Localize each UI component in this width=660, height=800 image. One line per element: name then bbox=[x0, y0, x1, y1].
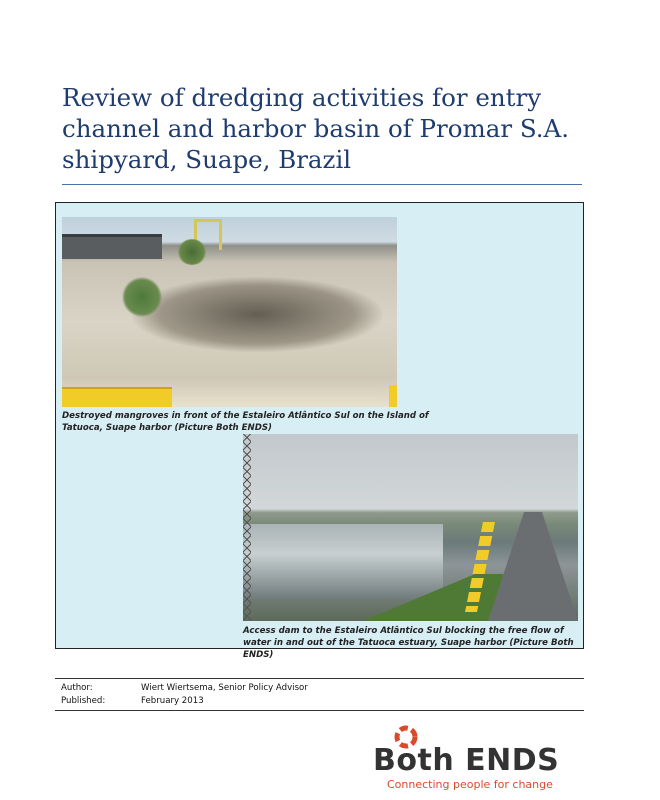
mangrove-shape bbox=[122, 277, 162, 317]
document-metadata bbox=[55, 678, 584, 711]
mangrove-photo bbox=[62, 217, 397, 407]
photo-caption-2: Access dam to the Estaleiro Atlântico Sul blocking the free flow of water in and out of the Tatuoca estuary, Suape harbor (Picture Both ENDS) bbox=[243, 626, 574, 660]
bush-shape bbox=[177, 239, 207, 265]
published-value: February 2013 bbox=[141, 696, 204, 706]
yellow-barrier-shape bbox=[62, 387, 172, 407]
author-label: Author: bbox=[61, 683, 93, 693]
debris-shape bbox=[132, 277, 382, 352]
logo-tagline: Connecting people for change bbox=[387, 778, 553, 791]
yellow-barrier-shape-right bbox=[389, 385, 397, 407]
published-label: Published: bbox=[61, 696, 106, 706]
both-ends-logo bbox=[373, 724, 593, 794]
photo-panel bbox=[55, 202, 584, 660]
author-row bbox=[61, 682, 584, 695]
logo-wordmark: Both ENDS bbox=[373, 743, 560, 778]
road-shape bbox=[488, 512, 578, 621]
fence-shape bbox=[243, 434, 251, 621]
ship-shape bbox=[62, 234, 162, 259]
water-shape bbox=[243, 524, 443, 599]
document-title: Review of dredging activities for entry channel and harbor basin of Promar S.A. shipyard, Suape, Brazil bbox=[62, 83, 570, 174]
author-value: Wiert Wiertsema, Senior Policy Advisor bbox=[141, 683, 308, 693]
photo-caption-1: Destroyed mangroves in front of the Estaleiro Atlântico Sul on the Island of Tatuoca, Suape harbor (Picture Both ENDS) bbox=[62, 411, 429, 433]
title-divider bbox=[62, 184, 582, 185]
dam-photo bbox=[243, 434, 578, 621]
published-row bbox=[61, 695, 584, 708]
